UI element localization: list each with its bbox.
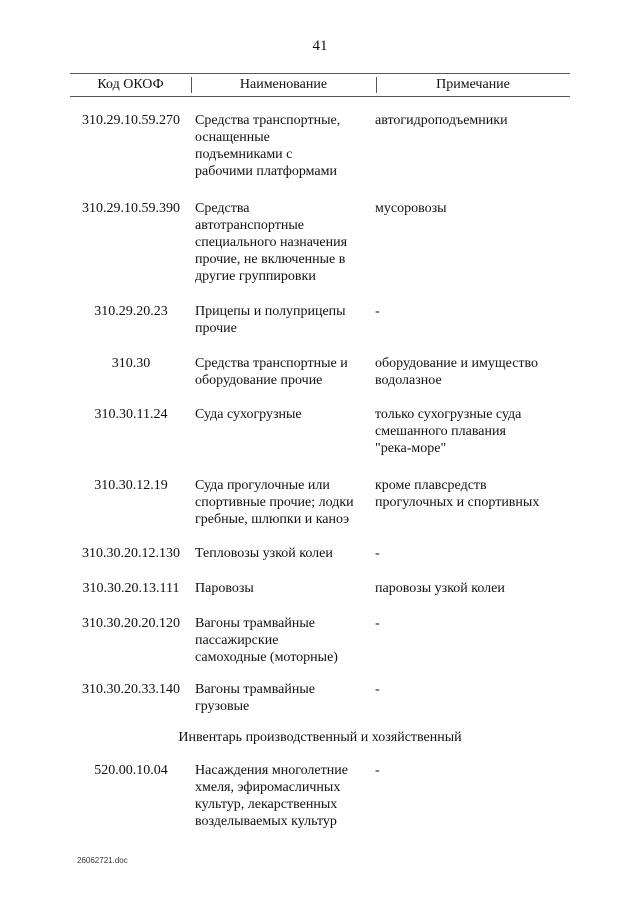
okof-code: 310.29.10.59.390 xyxy=(82,201,180,216)
item-name-line: самоходные (моторные) xyxy=(195,650,338,665)
okof-code: 310.30.20.12.130 xyxy=(82,546,180,561)
item-name-line: Суда сухогрузные xyxy=(195,407,302,422)
okof-code: 310.30 xyxy=(111,356,151,371)
okof-code: 310.30.11.24 xyxy=(94,407,168,422)
item-name xyxy=(195,200,367,285)
item-note xyxy=(375,477,565,511)
item-name-line: хмеля, эфиромасличных xyxy=(195,780,341,795)
item-name-line: Средства транспортные, xyxy=(195,113,341,128)
section-heading: Инвентарь производственный и хозяйственный xyxy=(178,730,462,745)
column-header-code: Код ОКОФ xyxy=(70,77,192,93)
item-note-line: только сухогрузные суда xyxy=(375,407,522,422)
item-name xyxy=(195,406,367,423)
item-name-line: пассажирские xyxy=(195,633,279,648)
item-name-line: оборудование прочие xyxy=(195,373,323,388)
table-header xyxy=(70,73,570,97)
okof-code: 310.30.20.33.140 xyxy=(82,682,180,697)
item-name-line: прочие xyxy=(195,321,237,336)
item-name-line: гребные, шлюпки и каноэ xyxy=(195,512,350,527)
item-name-line: Средства xyxy=(195,201,250,216)
okof-code: 310.30.20.20.120 xyxy=(82,616,180,631)
item-note-line: - xyxy=(375,546,380,561)
item-note-line: оборудование и имущество xyxy=(375,356,539,371)
item-note-line: "река-море" xyxy=(375,441,447,456)
item-name-line: Вагоны трамвайные xyxy=(195,616,315,631)
okof-code: 310.30.12.19 xyxy=(94,478,168,493)
item-name-line: рабочими платформами xyxy=(195,164,337,179)
item-name-line: Прицепы и полуприцепы xyxy=(195,304,346,319)
footer-filename: 26062721.doc xyxy=(77,856,128,865)
item-note xyxy=(375,303,565,320)
item-name-line: Паровозы xyxy=(195,581,254,596)
item-note-line: автогидроподъемники xyxy=(375,113,508,128)
item-note-line: паровозы узкой колеи xyxy=(375,581,505,596)
item-note xyxy=(375,112,565,129)
item-name-line: оснащенные xyxy=(195,130,270,145)
item-name xyxy=(195,545,367,562)
okof-code: 310.29.20.23 xyxy=(94,304,168,319)
item-name-line: Тепловозы узкой колеи xyxy=(195,546,333,561)
item-name xyxy=(195,112,367,180)
item-name-line: спортивные прочие; лодки xyxy=(195,495,354,510)
item-note-line: - xyxy=(375,304,380,319)
item-name-line: прочие, не включенные в xyxy=(195,252,346,267)
item-name-line: Суда прогулочные или xyxy=(195,478,330,493)
item-note-line: прогулочных и спортивных xyxy=(375,495,540,510)
item-note xyxy=(375,545,565,562)
item-name-line: Вагоны трамвайные xyxy=(195,682,315,697)
item-note-line: мусоровозы xyxy=(375,201,447,216)
okof-code: 310.30.20.13.111 xyxy=(82,581,180,596)
item-name-line: возделываемых культур xyxy=(195,814,337,829)
item-name xyxy=(195,477,367,528)
item-name-line: Насаждения многолетние xyxy=(195,763,348,778)
item-note xyxy=(375,355,565,389)
column-header-note: Примечание xyxy=(436,77,510,92)
page-number: 41 xyxy=(312,38,328,54)
column-header-name: Наименование xyxy=(191,77,377,93)
item-name-line: специального назначения xyxy=(195,235,348,250)
item-name-line: культур, лекарственных xyxy=(195,797,338,812)
item-name-line: автотранспортные xyxy=(195,218,304,233)
item-note-line: - xyxy=(375,616,380,631)
okof-code: 310.29.10.59.270 xyxy=(82,113,180,128)
item-note xyxy=(375,615,565,632)
item-note xyxy=(375,762,565,779)
item-name-line: другие группировки xyxy=(195,269,316,284)
item-name xyxy=(195,580,367,597)
item-note-line: - xyxy=(375,682,380,697)
item-name xyxy=(195,681,367,715)
item-note xyxy=(375,406,565,457)
item-name xyxy=(195,762,367,830)
item-name xyxy=(195,615,367,666)
item-note xyxy=(375,681,565,698)
item-note-line: водолазное xyxy=(375,373,442,388)
okof-code: 520.00.10.04 xyxy=(94,763,168,778)
item-note-line: смешанного плавания xyxy=(375,424,506,439)
item-name-line: Средства транспортные и xyxy=(195,356,348,371)
item-note-line: - xyxy=(375,763,380,778)
item-name xyxy=(195,355,367,389)
item-note xyxy=(375,200,565,217)
item-name xyxy=(195,303,367,337)
item-note-line: кроме плавсредств xyxy=(375,478,487,493)
item-note xyxy=(375,580,565,597)
item-name-line: грузовые xyxy=(195,699,250,714)
item-name-line: подъемниками с xyxy=(195,147,293,162)
